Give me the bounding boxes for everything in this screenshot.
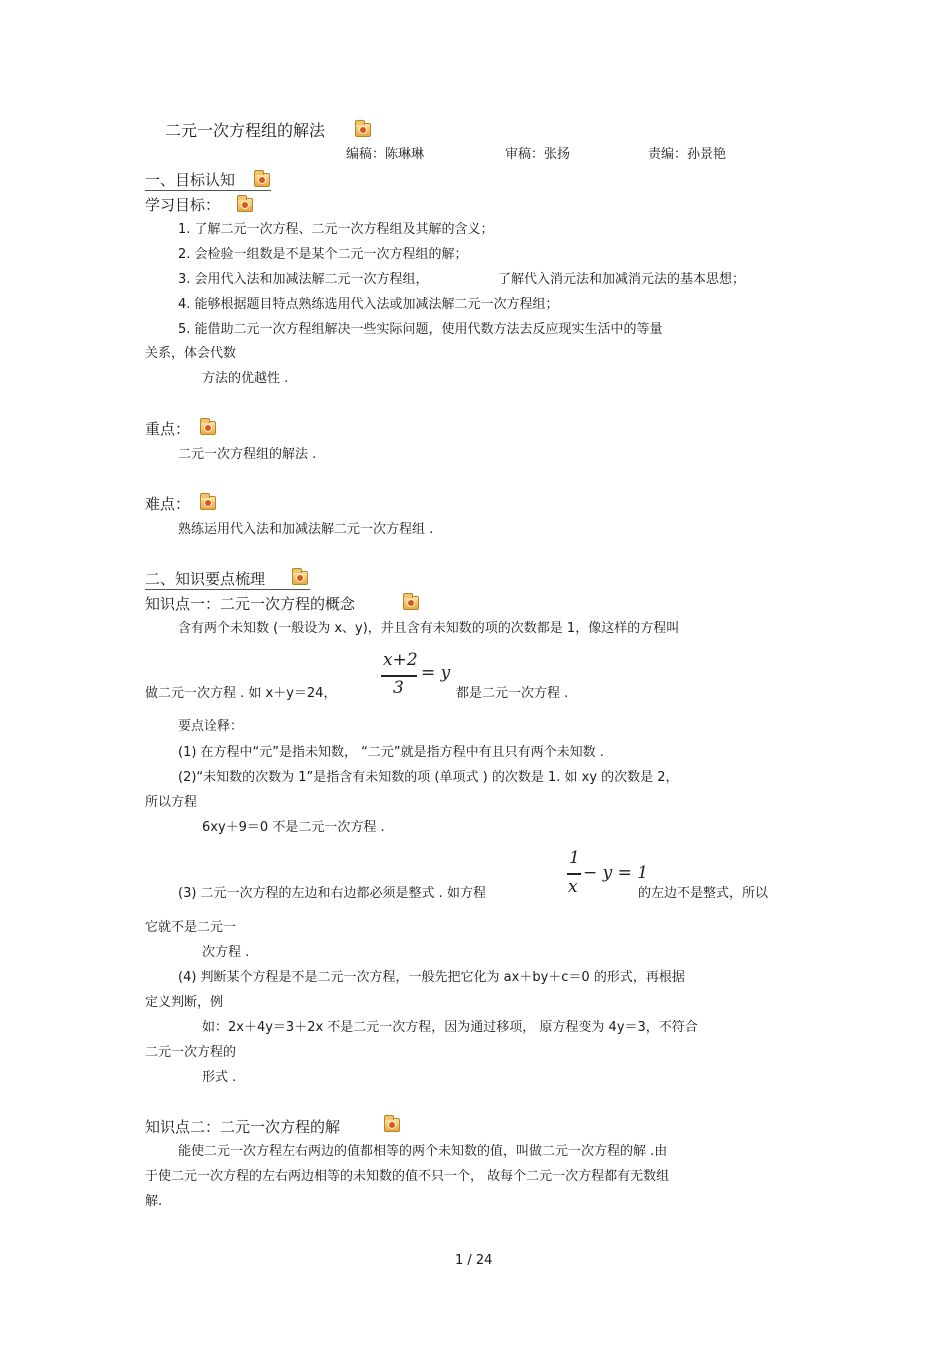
paragraph: 做二元一次方程 . 如 x＋y＝24， (145, 686, 337, 701)
note-item: (3) 二元一次方程的左边和右边都必须是整式 . 如方程 (178, 886, 486, 901)
page-title: 二元一次方程组的解法 (165, 121, 326, 140)
note-continuation: 次方程 . (202, 945, 250, 960)
goal-item: 5. 能借助二元一次方程组解决一些实际问题，使用代数方法去反应现实生活中的等量 (178, 322, 663, 337)
credit-reviewer: 审稿：张扬 (505, 147, 571, 162)
fraction-bar (567, 873, 581, 875)
paragraph: 解. (145, 1194, 163, 1209)
paragraph: 能使二元一次方程左右两边的值都相等的两个未知数的值，叫做二元一次方程的解 .由 (178, 1144, 668, 1159)
goal-item: 1. 了解二元一次方程、二元一次方程组及其解的含义； (178, 222, 494, 237)
goal-continuation: 关系，体会代数 (145, 346, 237, 361)
goal-item: 2. 会检验一组数是不是某个二元一次方程组的解； (178, 247, 468, 262)
heading-underline (145, 589, 310, 590)
goal-item-tail: 了解代入消元法和加减消元法的基本思想； (498, 272, 746, 287)
note-continuation: 如：2x＋4y＝3＋2x 不是二元一次方程，因为通过移项， 原方程变为 4y＝3，不符合 (202, 1020, 698, 1035)
fraction-rhs: = y (421, 663, 451, 683)
folder-icon (292, 571, 308, 585)
heading-underline (145, 190, 271, 191)
folder-icon (355, 123, 371, 137)
note-continuation: 所以方程 (145, 795, 198, 810)
notes-label: 要点诠释： (178, 719, 244, 734)
paragraph: 都是二元一次方程 . (456, 686, 569, 701)
key-point-text: 二元一次方程组的解法 . (178, 447, 317, 462)
note-continuation: 6xy＋9＝0 不是二元一次方程 . (202, 820, 385, 835)
knowledge-point-title: 知识点一：二元一次方程的概念 (145, 595, 356, 613)
note-continuation: 二元一次方程的 (145, 1045, 237, 1060)
goal-item: 4. 能够根据题目特点熟练选用代入法或加减法解二元一次方程组； (178, 297, 559, 312)
folder-icon (200, 421, 216, 435)
fraction-denominator: x (568, 877, 578, 897)
difficulty-text: 熟练运用代入法和加减法解二元一次方程组 . (178, 522, 434, 537)
difficulty-label: 难点： (145, 495, 191, 513)
goal-continuation: 方法的优越性 . (202, 371, 289, 386)
fraction-numerator: 1 (569, 848, 580, 868)
folder-icon (403, 596, 419, 610)
note-item-tail: 的左边不是整式，所以 (638, 886, 769, 901)
knowledge-point-title: 知识点二：二元一次方程的解 (145, 1118, 341, 1136)
note-item: (1) 在方程中“元”是指未知数， “二元”就是指方程中有且只有两个未知数 . (178, 745, 604, 760)
fraction-rhs: − y = 1 (583, 863, 649, 883)
fraction-numerator: x+2 (383, 650, 418, 670)
page-number: 1 / 24 (455, 1253, 493, 1268)
section-heading-goals: 一、目标认知 (145, 171, 236, 189)
note-item: (2)“未知数的次数为 1”是指含有未知数的项 (单项式 ) 的次数是 1. 如 xy 的次数是 2， (178, 770, 679, 785)
note-continuation: 形式 . (202, 1070, 237, 1085)
note-continuation: 定义判断，例 (145, 995, 224, 1010)
folder-icon (200, 496, 216, 510)
fraction-bar (381, 675, 417, 677)
goals-label: 学习目标： (145, 196, 221, 214)
note-item: (4) 判断某个方程是不是二元一次方程，一般先把它化为 ax＋by＋c＝0 的形式，再根据 (178, 970, 685, 985)
note-continuation: 它就不是二元一 (145, 920, 237, 935)
math-formula-fraction (565, 848, 649, 903)
paragraph: 含有两个未知数 (一般设为 x、y)，并且含有未知数的项的次数都是 1，像这样的方程叫 (178, 621, 680, 636)
paragraph: 于使二元一次方程的左右两边相等的未知数的值不只一个， 故每个二元一次方程都有无数组 (145, 1169, 670, 1184)
folder-icon (254, 173, 270, 187)
folder-icon (237, 198, 253, 212)
fraction-denominator: 3 (393, 678, 404, 698)
credit-editor: 编稿：陈琳琳 (346, 147, 425, 162)
section-heading-knowledge: 二、知识要点梳理 (145, 570, 266, 588)
goal-item: 3. 会用代入法和加减法解二元一次方程组， (178, 272, 429, 287)
math-formula-fraction (378, 650, 452, 702)
key-point-label: 重点： (145, 420, 191, 438)
folder-icon (384, 1118, 400, 1132)
credit-chief: 责编：孙景艳 (648, 147, 727, 162)
